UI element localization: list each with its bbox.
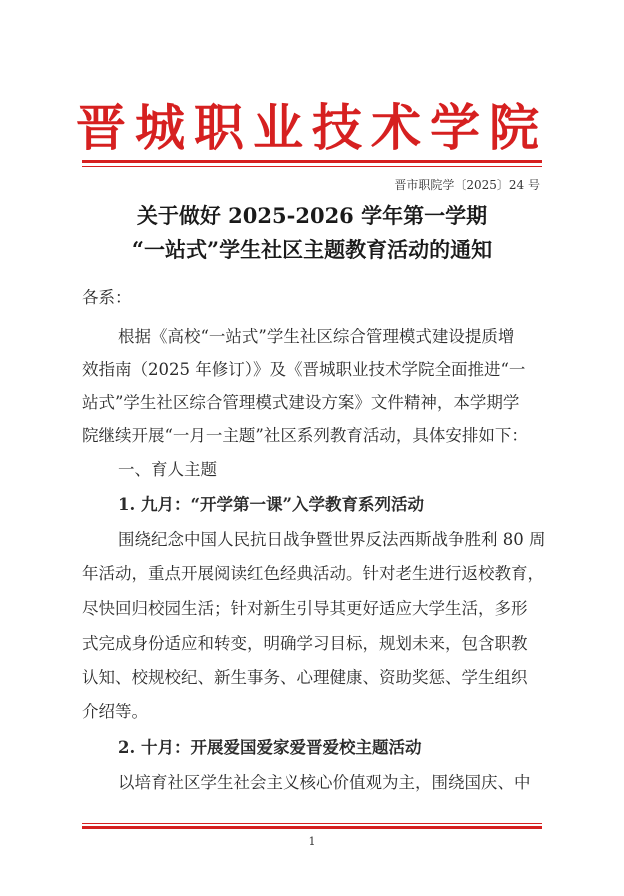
paragraph-line: 效指南（2025 年修订）》及《晋城职业技术学院全面推进“一 — [82, 360, 526, 379]
item-heading: 1. 九月：“开学第一课”入学教育系列活动 — [118, 495, 424, 514]
paragraph-line: 根据《高校“一站式”学生社区综合管理模式建设提质增 — [118, 327, 515, 346]
section-heading: 一、育人主题 — [118, 460, 217, 479]
red-divider-bottom-thin — [82, 823, 542, 824]
red-divider-bottom-thick — [82, 826, 542, 829]
document-number: 晋市职院学〔2025〕24 号 — [394, 178, 540, 192]
paragraph-line: 介绍等。 — [82, 702, 148, 721]
paragraph-line: 尽快回归校园生活；针对新生引导其更好适应大学生活，多形 — [82, 599, 528, 618]
title-line-1: 关于做好 2025-2026 学年第一学期 — [136, 203, 488, 228]
paragraph-line: 式完成身份适应和转变，明确学习目标，规划未来，包含职教 — [82, 634, 528, 653]
paragraph-line: 围绕纪念中国人民抗日战争暨世界反法西斯战争胜利 80 周 — [118, 530, 546, 549]
paragraph-line: 以培育社区学生社会主义核心价值观为主，围绕国庆、中 — [118, 773, 531, 792]
institution-name: 晋城职业技术学院 — [76, 98, 548, 157]
item-heading: 2. 十月：开展爱国爱家爱晋爱校主题活动 — [118, 738, 422, 757]
paragraph-line: 认知、校规校纪、新生事务、心理健康、资助奖惩、学生组织 — [82, 668, 528, 687]
red-divider-top-thin — [82, 166, 542, 167]
paragraph-line: 站式”学生社区综合管理模式建设方案》文件精神，本学期学 — [82, 393, 520, 412]
page-number: 1 — [308, 835, 316, 848]
paragraph-line: 院继续开展“一月一主题”社区系列教育活动，具体安排如下： — [82, 426, 528, 445]
paragraph-line: 年活动，重点开展阅读红色经典活动。针对老生进行返校教育， — [82, 564, 544, 583]
title-line-2: “一站式”学生社区主题教育活动的通知 — [131, 237, 493, 262]
salutation: 各系： — [82, 288, 132, 307]
red-divider-top-thick — [82, 160, 542, 163]
